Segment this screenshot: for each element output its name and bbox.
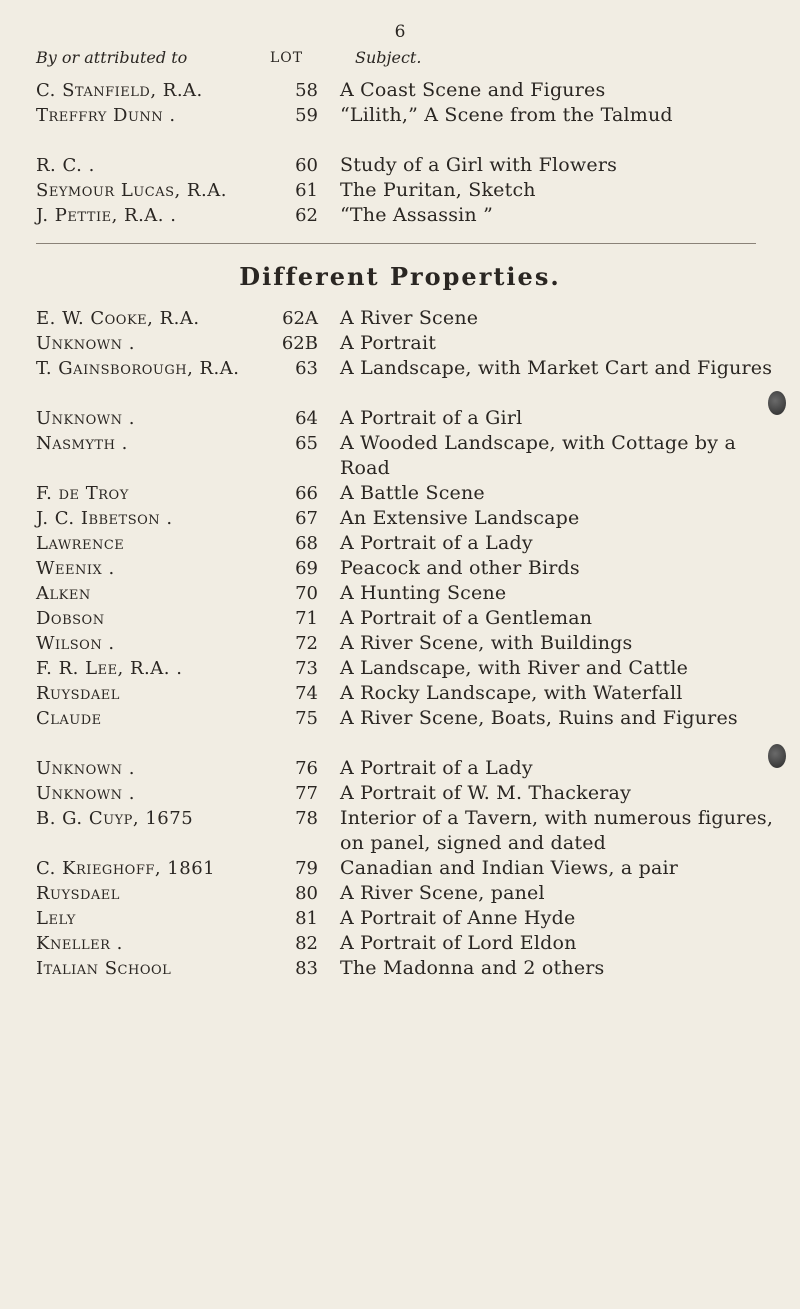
header-artist: By or attributed to bbox=[36, 48, 188, 67]
artist-name: Unknown . bbox=[36, 758, 135, 779]
artist-name: Weenix . bbox=[36, 558, 115, 579]
header-subject: Subject. bbox=[355, 48, 422, 67]
artist-name: E. W. Cooke, R.A. bbox=[36, 308, 200, 329]
subject-text: A Portrait of a Lady bbox=[340, 757, 533, 779]
subject-text: A Coast Scene and Figures bbox=[340, 79, 606, 101]
lot-number: 72 bbox=[295, 633, 318, 654]
artist-name: J. C. Ibbetson . bbox=[36, 508, 173, 529]
lot-number: 71 bbox=[295, 608, 318, 629]
page-number: 6 bbox=[394, 22, 406, 42]
subject-text: Interior of a Tavern, with numerous figures, on panel, signed and dated bbox=[340, 807, 774, 854]
artist-name: Unknown . bbox=[36, 783, 135, 804]
artist-name: Seymour Lucas, R.A. bbox=[36, 180, 227, 201]
artist-name: R. C. . bbox=[36, 155, 95, 176]
artist-name: Nasmyth . bbox=[36, 433, 128, 454]
section-divider bbox=[36, 243, 756, 244]
lot-number: 58 bbox=[295, 80, 318, 101]
lot-number: 80 bbox=[295, 883, 318, 904]
subject-text: “Lilith,” A Scene from the Talmud bbox=[340, 104, 673, 126]
lot-number: 68 bbox=[295, 533, 318, 554]
binding-hole bbox=[768, 391, 786, 415]
subject-text: A River Scene, with Buildings bbox=[340, 632, 633, 654]
lot-number: 66 bbox=[295, 483, 318, 504]
lot-number: 67 bbox=[295, 508, 318, 529]
subject-text: A Portrait of Lord Eldon bbox=[340, 932, 577, 954]
artist-name: Dobson bbox=[36, 608, 105, 629]
subject-text: The Puritan, Sketch bbox=[340, 179, 536, 201]
artist-name: C. Stanfield, R.A. bbox=[36, 80, 203, 101]
lot-number: 60 bbox=[295, 155, 318, 176]
subject-text: A Portrait of W. M. Thackeray bbox=[340, 782, 632, 804]
artist-name: Wilson . bbox=[36, 633, 115, 654]
binding-hole bbox=[768, 744, 786, 768]
lot-number: 78 bbox=[295, 808, 318, 829]
artist-name: B. G. Cuyp, 1675 bbox=[36, 808, 194, 829]
artist-name: Claude bbox=[36, 708, 102, 729]
subject-text: Study of a Girl with Flowers bbox=[340, 154, 618, 176]
subject-text: A River Scene bbox=[340, 307, 479, 329]
subject-text: A Portrait of a Girl bbox=[340, 407, 523, 429]
subject-text: A Portrait of a Gentleman bbox=[340, 607, 593, 629]
subject-text: Canadian and Indian Views, a pair bbox=[340, 857, 679, 879]
subject-text: A Portrait bbox=[340, 332, 437, 354]
artist-name: F. R. Lee, R.A. . bbox=[36, 658, 183, 679]
lot-number: 70 bbox=[295, 583, 318, 604]
subject-text: A Wooded Landscape, with Cottage by a Road bbox=[340, 432, 736, 479]
subject-text: An Extensive Landscape bbox=[340, 507, 580, 529]
lot-number: 62 bbox=[295, 205, 318, 226]
artist-name: Ruysdael bbox=[36, 883, 120, 904]
lot-number: 76 bbox=[295, 758, 318, 779]
artist-name: C. Krieghoff, 1861 bbox=[36, 858, 216, 879]
artist-name: Treffry Dunn . bbox=[36, 105, 176, 126]
artist-name: Unknown . bbox=[36, 408, 135, 429]
subject-text: Peacock and other Birds bbox=[340, 557, 580, 579]
subject-text: A Rocky Landscape, with Waterfall bbox=[340, 682, 683, 704]
subject-text: A Portrait of Anne Hyde bbox=[340, 907, 576, 929]
lot-number: 75 bbox=[295, 708, 318, 729]
artist-name: Lely bbox=[36, 908, 76, 929]
lot-number: 82 bbox=[295, 933, 318, 954]
artist-name: Kneller . bbox=[36, 933, 123, 954]
lot-number: 74 bbox=[295, 683, 318, 704]
lot-number: 63 bbox=[295, 358, 318, 379]
artist-name: T. Gainsborough, R.A. bbox=[36, 358, 240, 379]
header-lot: LOT bbox=[270, 50, 304, 66]
subject-text: A Landscape, with River and Cattle bbox=[340, 657, 689, 679]
lot-number: 79 bbox=[295, 858, 318, 879]
subject-text: A Battle Scene bbox=[340, 482, 485, 504]
lot-number: 73 bbox=[295, 658, 318, 679]
subject-text: A Hunting Scene bbox=[340, 582, 507, 604]
artist-name: Italian School bbox=[36, 958, 172, 979]
artist-name: Ruysdael bbox=[36, 683, 120, 704]
subject-text: A River Scene, panel bbox=[340, 882, 545, 904]
artist-name: Unknown . bbox=[36, 333, 135, 354]
lot-number: 62A bbox=[282, 308, 318, 329]
artist-name: J. Pettie, R.A. . bbox=[36, 205, 177, 226]
subject-text: A River Scene, Boats, Ruins and Figures bbox=[340, 707, 738, 729]
subject-text: A Portrait of a Lady bbox=[340, 532, 533, 554]
lot-number: 59 bbox=[295, 105, 318, 126]
subject-text: The Madonna and 2 others bbox=[340, 957, 605, 979]
artist-name: Lawrence bbox=[36, 533, 125, 554]
lot-number: 65 bbox=[295, 433, 318, 454]
lot-number: 83 bbox=[295, 958, 318, 979]
lot-number: 81 bbox=[295, 908, 318, 929]
lot-number: 77 bbox=[295, 783, 318, 804]
section-title: Different Properties. bbox=[239, 262, 561, 291]
lot-number: 64 bbox=[295, 408, 318, 429]
subject-text: “The Assassin ” bbox=[340, 204, 494, 226]
lot-number: 61 bbox=[295, 180, 318, 201]
subject-text: A Landscape, with Market Cart and Figures bbox=[340, 357, 773, 379]
lot-number: 69 bbox=[295, 558, 318, 579]
artist-name: Alken bbox=[36, 583, 91, 604]
artist-name: F. de Troy bbox=[36, 483, 129, 504]
lot-number: 62B bbox=[281, 333, 318, 354]
